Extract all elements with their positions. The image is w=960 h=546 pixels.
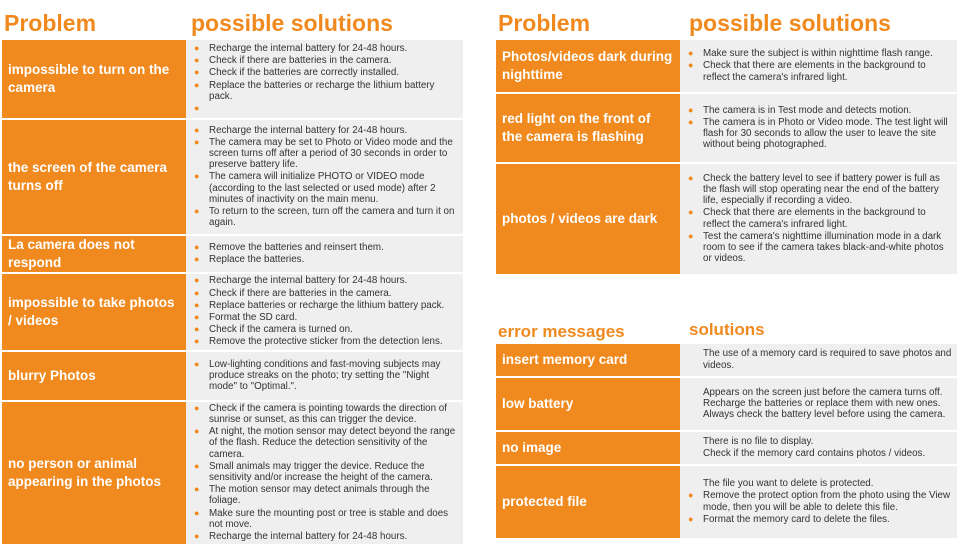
solution-item — [194, 300, 459, 311]
solution-text: Format the memory card to delete the files. — [703, 513, 890, 525]
solution-text: The camera will initialize PHOTO or VIDEO mode (according to the last selected or used mode) after 2 minutes of inactivity on the main menu. — [209, 171, 436, 205]
solution-item — [194, 461, 459, 483]
solution-text: Remove the batteries and reinsert them. — [209, 241, 384, 253]
bullet-icon: ● — [194, 336, 200, 347]
bullet-icon: ● — [194, 136, 200, 147]
solution-item — [194, 359, 459, 393]
solution-text: Check if the batteries are correctly installed. — [209, 67, 400, 79]
table-row — [496, 432, 957, 466]
table-row — [2, 402, 463, 546]
solution-item — [688, 105, 953, 116]
solution-item — [194, 55, 459, 66]
solution-text: Test the camera's nighttime illumination mode in a dark room to see if the camera takes black-and-white photos or videos. — [703, 230, 944, 265]
solution-text: Format the SD card. — [209, 312, 298, 323]
bullet-icon: ● — [194, 402, 200, 413]
table-row — [496, 344, 957, 378]
bullet-icon: ● — [194, 55, 200, 66]
solution-text: The use of a memory card is required to save photos and videos. — [703, 348, 952, 371]
table-row — [496, 40, 957, 94]
problem-cell: protected file — [496, 466, 680, 538]
bullet-spacer — [688, 348, 703, 370]
solution-cell — [680, 378, 957, 430]
solution-cell — [186, 274, 463, 350]
table-row — [496, 378, 957, 432]
solution-text: There is no file to display. — [703, 435, 814, 447]
problem-cell: no image — [496, 432, 680, 464]
problem-cell: Photos/videos dark during nighttime — [496, 40, 680, 92]
bullet-icon: ● — [688, 60, 694, 71]
solution-text: Appears on the screen just before the camera turns off. Recharge the batteries or replace them with new ones. Always check the battery level before using the camera. — [703, 386, 946, 421]
bullet-icon: ● — [194, 124, 200, 135]
solution-item — [688, 48, 953, 59]
solution-item — [194, 403, 459, 425]
solution-item — [194, 67, 459, 78]
bullet-icon: ● — [688, 104, 694, 115]
solution-item — [688, 60, 953, 82]
solution-item — [194, 288, 459, 299]
solution-text: Check the battery level to see if battery power is full as the flash will stop operating near the end of the battery life, especially if recording a video. — [703, 172, 940, 207]
problem-cell: photos / videos are dark — [496, 164, 680, 274]
table-row — [496, 164, 957, 276]
solution-item — [194, 242, 459, 253]
right-troubleshooting-table — [496, 40, 957, 276]
table-row — [2, 352, 463, 402]
table-row — [496, 466, 957, 540]
solution-text: Recharge the internal battery for 24-48 hours. — [209, 275, 408, 287]
bullet-icon: ● — [194, 171, 200, 182]
bullet-spacer — [688, 448, 703, 459]
solution-text: Replace the batteries. — [209, 254, 305, 265]
solution-item — [194, 531, 459, 542]
bullet-icon: ● — [194, 531, 200, 542]
problem-cell: the screen of the camera turns off — [2, 120, 186, 234]
solution-item — [688, 387, 953, 421]
solution-item — [194, 206, 459, 228]
right-solutions-heading: possible solutions — [689, 10, 891, 36]
solution-item — [688, 173, 953, 207]
problem-cell: impossible to turn on the camera — [2, 40, 186, 118]
bullet-icon: ● — [688, 490, 694, 501]
solution-text: Replace batteries or recharge the lithium battery pack. — [209, 299, 445, 311]
solution-text: Low-lighting conditions and fast-moving subjects may produce streaks on the photo; try setting the "Night mode" to "Optimal.". — [209, 358, 441, 393]
solution-text: Make sure the subject is within nighttime flash range. — [703, 48, 933, 60]
bullet-icon: ● — [194, 206, 200, 216]
table-row — [2, 274, 463, 352]
solution-item — [194, 80, 459, 102]
solution-item — [194, 324, 459, 335]
solution-item — [194, 484, 459, 506]
solution-item — [194, 125, 459, 136]
bullet-icon: ● — [194, 241, 200, 252]
error-messages-heading: error messages — [498, 322, 625, 341]
solution-text: Check if there are batteries in the camera. — [209, 55, 392, 67]
solution-cell — [680, 94, 957, 162]
solution-text: Recharge the internal battery for 24-48 hours. — [209, 43, 408, 54]
solution-cell — [680, 344, 957, 376]
solution-text: At night, the motion sensor may detect beyond the range of the flash. Reduce the detection sensitivity of the camera. — [209, 426, 456, 460]
solution-item — [194, 171, 459, 205]
solution-text: Replace the batteries or recharge the lithium battery pack. — [209, 79, 435, 102]
solution-item — [688, 448, 953, 459]
solution-text: Recharge the internal battery for 24-48 hours. — [209, 531, 408, 543]
solution-text: Make sure the mounting post or tree is stable and does not move. — [209, 507, 449, 530]
bullet-icon: ● — [688, 230, 694, 241]
solution-text: To return to the screen, turn off the camera and turn it on again. — [209, 206, 455, 229]
solution-cell — [186, 120, 463, 234]
table-row — [496, 94, 957, 164]
bullet-icon: ● — [688, 172, 694, 183]
solution-text: Check that there are elements in the background to reflect the camera's infrared light. — [703, 207, 926, 230]
solution-text: Check if the camera is turned on. — [209, 324, 353, 336]
solution-cell — [680, 432, 957, 464]
bullet-spacer — [688, 387, 703, 421]
solution-item — [194, 336, 459, 347]
solution-item — [194, 426, 459, 460]
bullet-spacer — [688, 478, 703, 489]
bullet-icon: ● — [688, 48, 694, 59]
solution-item — [688, 436, 953, 447]
solution-cell — [186, 402, 463, 544]
left-problem-heading: Problem — [4, 10, 97, 36]
bullet-icon: ● — [194, 299, 200, 310]
solution-text: Check that there are elements in the background to reflect the camera's infrared light. — [703, 60, 926, 83]
solution-item — [194, 43, 459, 54]
left-troubleshooting-table — [2, 40, 463, 546]
error-solutions-heading: solutions — [689, 320, 765, 339]
problem-cell: low battery — [496, 378, 680, 430]
solution-text: The camera is in Test mode and detects motion. — [703, 104, 912, 116]
solution-item — [688, 490, 953, 512]
bullet-icon: ● — [194, 426, 200, 437]
table-row — [2, 236, 463, 274]
bullet-icon: ● — [194, 43, 200, 53]
bullet-spacer — [688, 436, 703, 447]
solution-item — [194, 508, 459, 530]
solution-text: Small animals may trigger the device. Reduce the sensitivity and/or increase the height of the camera. — [209, 460, 433, 483]
bullet-icon: ● — [194, 67, 200, 78]
solution-cell — [186, 236, 463, 272]
bullet-icon: ● — [194, 254, 200, 264]
solution-item — [688, 348, 953, 370]
solution-text: Check if the camera is pointing towards the direction of sunrise or sunset, as this can trigger the device. — [209, 402, 447, 425]
solution-item — [688, 231, 953, 265]
solution-text: Recharge the internal battery for 24-48 hours. — [209, 124, 408, 136]
error-messages-table — [496, 344, 957, 540]
solution-item — [194, 275, 459, 286]
bullet-icon: ● — [194, 79, 200, 90]
problem-cell: red light on the front of the camera is flashing — [496, 94, 680, 162]
bullet-icon: ● — [688, 207, 694, 218]
solution-text: Check if there are batteries in the camera. — [209, 287, 392, 299]
solution-text: The camera is in Photo or Video mode. The test light will flash for 30 seconds to allow the user to leave the site without being photographed. — [703, 116, 948, 151]
solution-text: Check if the memory card contains photos / videos. — [703, 448, 926, 459]
problem-cell: La camera does not respond — [2, 236, 186, 272]
left-solutions-heading: possible solutions — [191, 10, 393, 36]
right-problem-heading: Problem — [498, 10, 591, 36]
solution-text: The file you want to delete is protected. — [703, 478, 874, 490]
problem-cell: impossible to take photos / videos — [2, 274, 186, 350]
solution-text — [209, 103, 459, 114]
solution-item — [688, 117, 953, 151]
solution-text: Remove the protective sticker from the detection lens. — [209, 336, 443, 348]
solution-item — [688, 207, 953, 229]
solution-cell — [186, 352, 463, 400]
solution-item — [194, 312, 459, 323]
solution-item — [194, 103, 459, 114]
bullet-icon: ● — [688, 513, 694, 524]
solution-text: The motion sensor may detect animals through the foliage. — [209, 484, 430, 507]
bullet-icon: ● — [194, 507, 200, 518]
solution-cell — [680, 164, 957, 274]
solution-cell — [680, 466, 957, 538]
bullet-icon: ● — [194, 460, 200, 471]
table-row — [2, 40, 463, 120]
problem-cell: no person or animal appearing in the photos — [2, 402, 186, 544]
bullet-icon: ● — [194, 324, 200, 335]
bullet-icon: ● — [194, 484, 200, 495]
solution-item — [194, 254, 459, 265]
bullet-icon: ● — [194, 103, 200, 114]
solution-text: The camera may be set to Photo or Video mode and the screen turns off after a period of 30 seconds in order to preserve battery life. — [209, 136, 453, 171]
bullet-icon: ● — [194, 358, 200, 369]
solution-item — [194, 137, 459, 171]
bullet-icon: ● — [194, 312, 200, 322]
bullet-icon: ● — [194, 275, 200, 286]
solution-cell — [186, 40, 463, 118]
problem-cell: insert memory card — [496, 344, 680, 376]
solution-cell — [680, 40, 957, 92]
solution-item — [688, 514, 953, 525]
bullet-icon: ● — [688, 116, 694, 127]
solution-text: Remove the protect option from the photo using the View mode, then you will be able to delete this file. — [703, 490, 951, 513]
table-row — [2, 120, 463, 236]
problem-cell: blurry Photos — [2, 352, 186, 400]
solution-item — [688, 478, 953, 489]
bullet-icon: ● — [194, 287, 200, 298]
